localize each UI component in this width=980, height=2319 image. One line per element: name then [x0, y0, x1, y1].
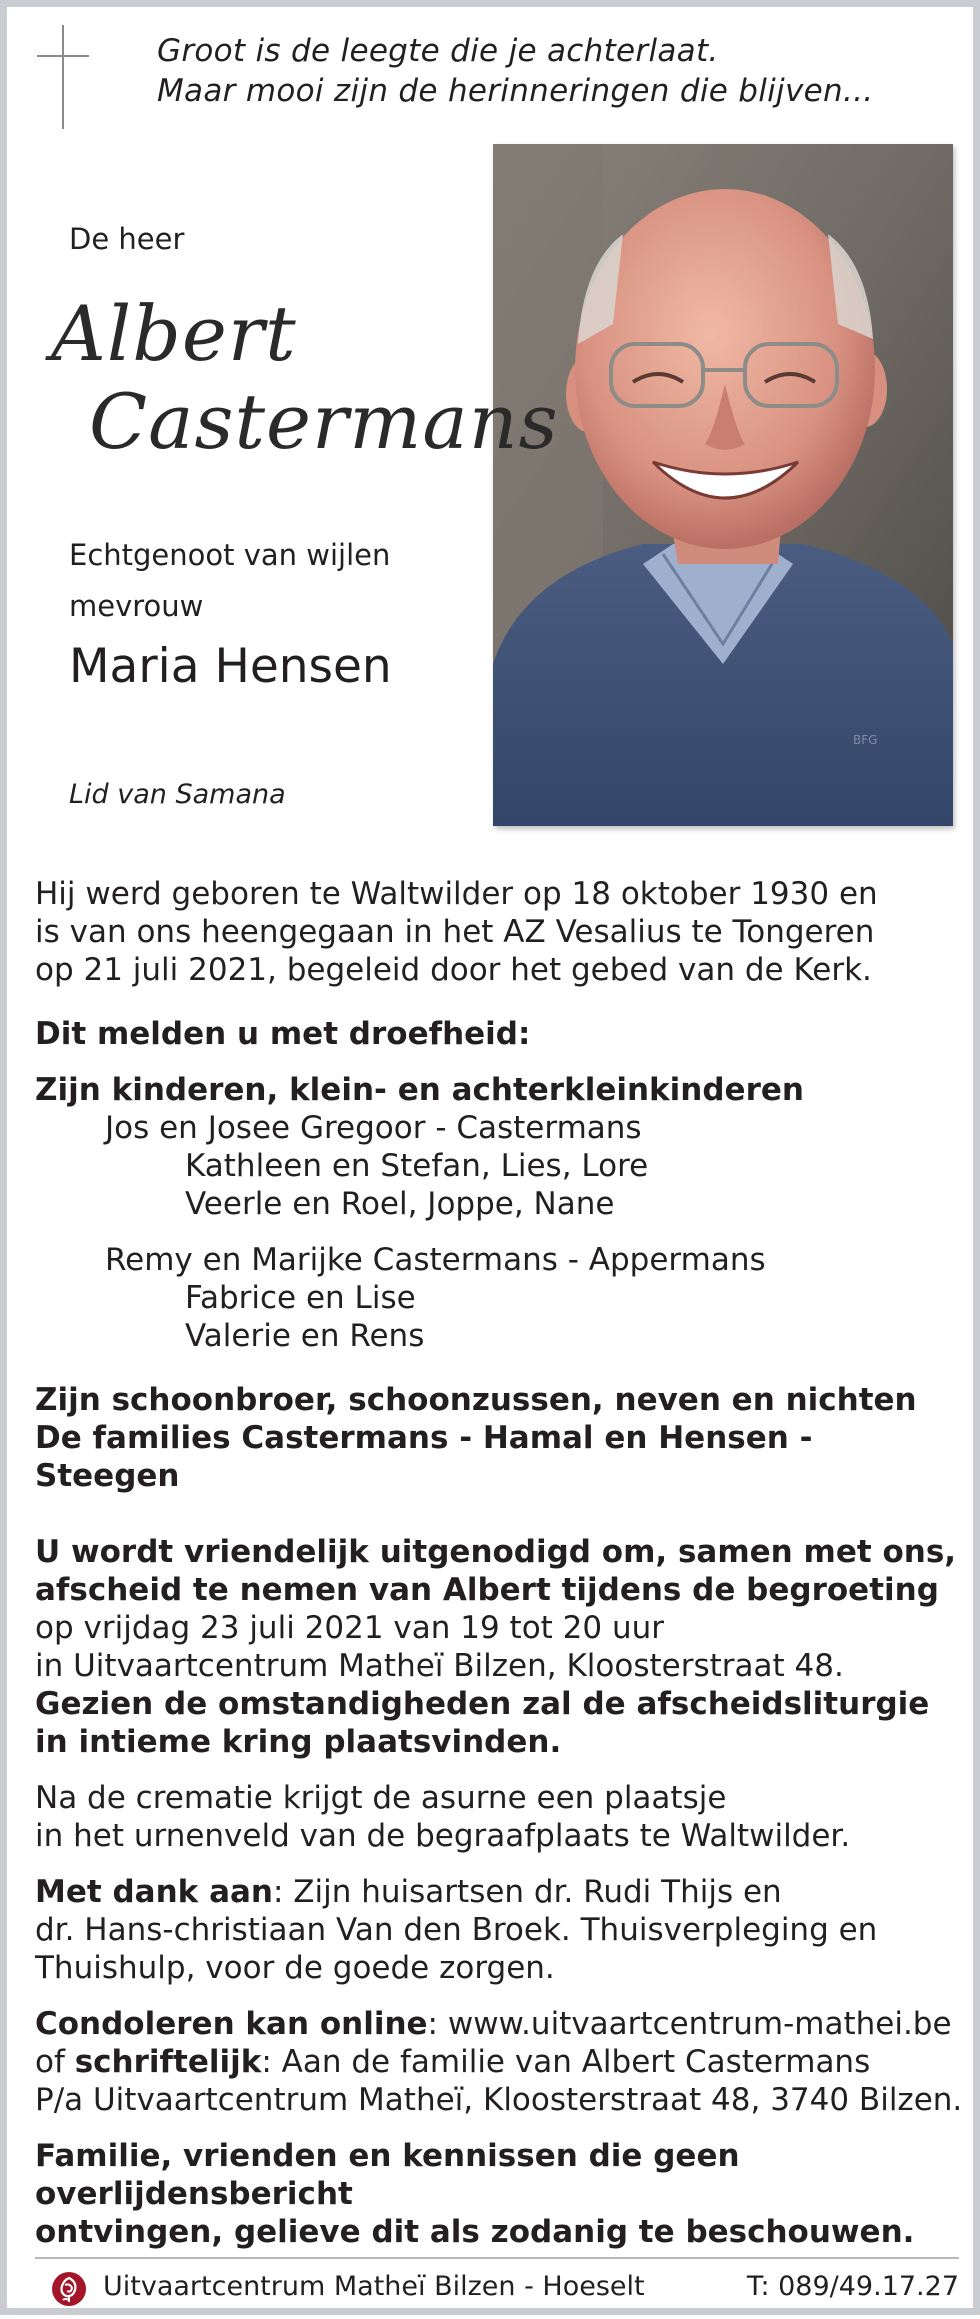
- condolence-or: of: [35, 2044, 75, 2080]
- rose-logo-icon: [51, 2271, 87, 2307]
- footer: [35, 2267, 959, 2307]
- family-child: Veerle en Roel, Joppe, Nane: [185, 1186, 615, 1222]
- relatives-line: De families Castermans - Hamal en Hensen - Steegen: [35, 1420, 813, 1494]
- announcement: Dit melden u met droefheid:: [35, 1016, 531, 1052]
- deceased-first-name: Albert: [51, 289, 297, 378]
- family-parents: Jos en Josee Gregoor - Castermans: [105, 1110, 642, 1146]
- family-child: Fabrice en Lise: [185, 1280, 416, 1316]
- birth-line: Hij werd geboren te Waltwilder op 18 oktober 1930 en: [35, 876, 878, 912]
- invitation-line: Gezien de omstandigheden zal de afscheidsliturgie: [35, 1686, 930, 1722]
- birth-line: is van ons heengegaan in het AZ Vesalius te Tongeren: [35, 914, 875, 950]
- invitation-line: in intieme kring plaatsvinden.: [35, 1724, 562, 1760]
- thanks-text: : Zijn huisartsen dr. Rudi Thijs en: [272, 1874, 782, 1910]
- birth-line: op 21 juli 2021, begeleid door het gebed van de Kerk.: [35, 952, 872, 988]
- spouse-label-line: mevrouw: [69, 589, 204, 623]
- footer-divider: [35, 2257, 959, 2259]
- condolence-line: P/a Uitvaartcentrum Matheï, Kloosterstraat 48, 3740 Bilzen.: [35, 2082, 963, 2118]
- spouse-name: Maria Hensen: [69, 639, 392, 694]
- family-child: Kathleen en Stefan, Lies, Lore: [185, 1148, 649, 1184]
- thanks-line: dr. Hans-christiaan Van den Broek. Thuisverpleging en: [35, 1912, 878, 1948]
- funeral-home-phone: T: 089/49.17.27: [746, 2271, 959, 2302]
- honorific: De heer: [69, 222, 185, 256]
- condolence-line: [35, 2043, 965, 2081]
- svg-text:BFG: BFG: [853, 733, 878, 747]
- spouse-label-line: Echtgenoot van wijlen: [69, 538, 391, 572]
- invitation-line: afscheid te nemen van Albert tijdens de begroeting: [35, 1572, 939, 1608]
- funeral-home-name: Uitvaartcentrum Matheï Bilzen - Hoeselt: [103, 2271, 645, 2302]
- notice-line: Familie, vrienden en kennissen die geen overlijdensbericht: [35, 2138, 740, 2212]
- notice-line: ontvingen, gelieve dit als zodanig te beschouwen.: [35, 2214, 915, 2250]
- portrait-photo: [493, 144, 953, 826]
- obituary-body: [35, 875, 965, 2251]
- thanks-line: Thuishulp, voor de goede zorgen.: [35, 1950, 555, 1986]
- cremation-line: Na de crematie krijgt de asurne een plaatsje: [35, 1780, 727, 1816]
- thanks-label: Met dank aan: [35, 1874, 273, 1910]
- cremation-line: in het urnenveld van de begraafplaats te Waltwilder.: [35, 1818, 851, 1854]
- deceased-last-name: Castermans: [89, 377, 559, 466]
- invitation-line: in Uitvaartcentrum Matheï Bilzen, Kloosterstraat 48.: [35, 1648, 844, 1684]
- quote-line: Groot is de leegte die je achterlaat.: [157, 33, 719, 69]
- condolence-url[interactable]: : www.uitvaartcentrum-mathei.be: [427, 2006, 952, 2042]
- condolence-line: [35, 2005, 965, 2043]
- invitation-line: U wordt vriendelijk uitgenodigd om, samen met ons,: [35, 1534, 957, 1570]
- quote-line: Maar mooi zijn de herinneringen die blijven...: [157, 73, 874, 109]
- invitation-line: op vrijdag 23 juli 2021 van 19 tot 20 uur: [35, 1610, 665, 1646]
- cross-icon: [37, 25, 89, 129]
- relatives-line: Zijn schoonbroer, schoonzussen, neven en nichten: [35, 1382, 917, 1418]
- children-heading: Zijn kinderen, klein- en achterkleinkinderen: [35, 1072, 804, 1108]
- memorial-quote: [157, 31, 957, 111]
- family-child: Valerie en Rens: [185, 1318, 425, 1354]
- family-parents: Remy en Marijke Castermans - Appermans: [105, 1242, 766, 1278]
- condolence-address: : Aan de familie van Albert Castermans: [261, 2044, 871, 2080]
- membership: Lid van Samana: [69, 779, 286, 810]
- spouse-label: [69, 530, 489, 632]
- thanks-line: [35, 1873, 965, 1911]
- condolence-written-label: schriftelijk: [74, 2044, 262, 2080]
- condolence-label: Condoleren kan online: [35, 2006, 428, 2042]
